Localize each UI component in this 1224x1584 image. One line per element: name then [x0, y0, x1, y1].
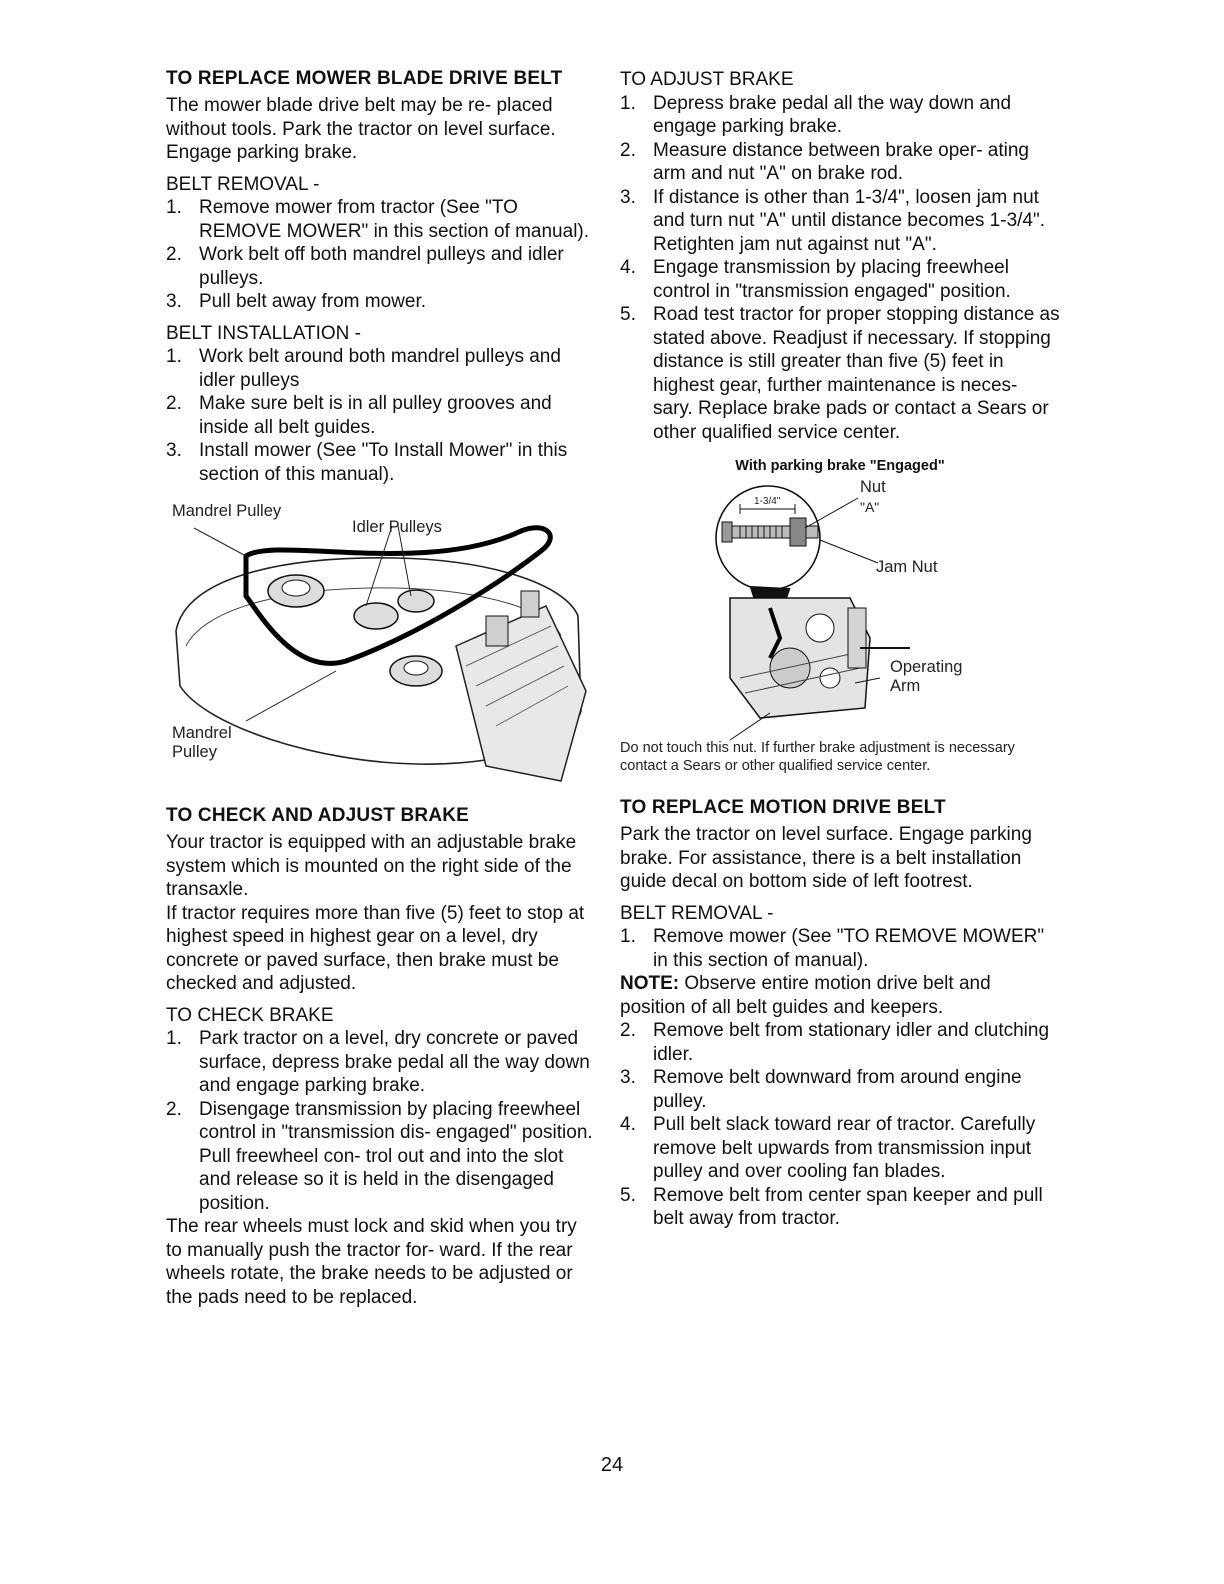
mandrel-pulley-label-top: Mandrel Pulley — [172, 502, 282, 520]
note-text: Observe entire motion drive belt and position of all belt guides and keepers. — [620, 973, 991, 1018]
list-item: 3. If distance is other than 1-3/4", loosen jam nut and turn nut "A" until distance becomes 1-3/4". Retighten jam nut against nut "A". — [620, 186, 1046, 255]
adjust-brake-list — [620, 92, 1060, 445]
motion-belt-removal-heading: BELT REMOVAL - — [620, 902, 774, 924]
motion-belt-note — [620, 972, 1060, 1019]
nut-a-label: "A" — [860, 499, 880, 515]
dimension-label: 1-3/4" — [754, 496, 781, 507]
brake-figure-caption: With parking brake "Engaged" — [735, 458, 945, 474]
belt-removal-list — [166, 196, 596, 314]
list-item: 2. Disengage transmission by placing freewheel control in "transmission dis- engaged" position. Pull freewheel con- trol out and into the slot and release so it is held in the disengaged position. — [166, 1098, 593, 1214]
list-item: 1. Work belt around both mandrel pulleys and idler pulleys — [166, 346, 561, 391]
list-item: 1. Depress brake pedal all the way down and engage parking brake. — [620, 92, 1012, 137]
motion-belt-removal-list-continued — [620, 1019, 1060, 1231]
brake-intro-1: Your tractor is equipped with an adjustable brake system which is mounted on the right side of the transaxle. — [166, 832, 577, 900]
list-item: 4. Pull belt slack toward rear of tractor. Carefully remove belt upwards from transmission input pulley and over cooling fan blades. — [620, 1114, 1036, 1182]
list-item: 3. Pull belt away from mower. — [166, 291, 427, 312]
right-column — [620, 68, 1060, 1231]
arm-label: Arm — [890, 677, 921, 695]
operating-label: Operating — [890, 658, 963, 676]
blade-belt-intro: The mower blade drive belt may be re- placed without tools. Park the tractor on level surface. Engage parking brake. — [166, 95, 556, 163]
adjust-brake-heading: TO ADJUST BRAKE — [620, 69, 794, 90]
mower-deck-figure — [166, 496, 596, 791]
section-title-replace-blade-belt: TO REPLACE MOWER BLADE DRIVE BELT — [166, 68, 563, 89]
list-item: 2. Work belt off both mandrel pulleys and idler pulleys. — [166, 244, 564, 289]
list-item: 1. Remove mower (See "TO REMOVE MOWER" in this section of manual). — [620, 926, 1045, 971]
list-item: 3. Remove belt downward from around engine pulley. — [620, 1067, 1022, 1112]
idler-pulleys-label: Idler Pulleys — [352, 518, 442, 536]
list-item: 1. Remove mower from tractor (See "TO REMOVE MOWER" in this section of manual). — [166, 197, 590, 242]
section-title-check-adjust-brake: TO CHECK AND ADJUST BRAKE — [166, 805, 470, 826]
belt-installation-list — [166, 345, 596, 486]
belt-installation-heading: BELT INSTALLATION - — [166, 322, 361, 344]
list-item: 5. Road test tractor for proper stopping distance as stated above. Readjust if necessary. If stopping distance is still greater than five (5) feet in highest gear, further maintenance is neces- sary. Replace brake pads or contact a Sears or other qualified service center. — [620, 304, 1060, 443]
note-label: NOTE: — [620, 973, 680, 994]
brake-illustration — [620, 478, 1060, 748]
list-item: 2. Remove belt from stationary idler and clutching idler. — [620, 1020, 1050, 1065]
list-item: 3. Install mower (See "To Install Mower" in this section of this manual). — [166, 440, 568, 485]
check-brake-list — [166, 1027, 596, 1215]
check-brake-heading: TO CHECK BRAKE — [166, 1004, 334, 1026]
motion-belt-removal-list — [620, 925, 1060, 972]
nut-label: Nut — [860, 478, 886, 496]
jam-nut-label: Jam Nut — [876, 558, 938, 576]
list-item: 5. Remove belt from center span keeper and pull belt away from tractor. — [620, 1184, 1043, 1229]
brake-intro-2: If tractor requires more than five (5) feet to stop at highest speed in highest gear on a level, dry concrete or paved surface, then brake must be checked and adjusted. — [166, 902, 585, 994]
list-item: 2. Make sure belt is in all pulley grooves and inside all belt guides. — [166, 393, 552, 438]
page-number: 24 — [600, 1454, 624, 1476]
list-item: 2. Measure distance between brake oper- ating arm and nut "A" on brake rod. — [620, 139, 1030, 184]
mandrel-pulley-label-bottom: Mandrel Pulley — [172, 724, 232, 761]
section-title-replace-motion-belt: TO REPLACE MOTION DRIVE BELT — [620, 797, 946, 818]
left-column — [166, 68, 596, 1309]
brake-figure — [620, 478, 1060, 748]
list-item: 1. Park tractor on a level, dry concrete or paved surface, depress brake pedal all the way down and engage parking brake. — [166, 1028, 590, 1096]
motion-belt-intro: Park the tractor on level surface. Engage parking brake. For assistance, there is a belt installation guide decal on bottom side of left footrest. — [620, 824, 1032, 892]
belt-removal-heading: BELT REMOVAL - — [166, 173, 320, 195]
list-item: 4. Engage transmission by placing freewheel control in "transmission engaged" position. — [620, 257, 1011, 302]
brake-figure-note: Do not touch this nut. If further brake adjustment is necessary contact a Sears or other qualified service center. — [620, 740, 1015, 774]
check-brake-closing: The rear wheels must lock and skid when you try to manually push the tractor for- ward. If the rear wheels rotate, the brake needs to be adjusted or the pads need to be replaced. — [166, 1216, 577, 1308]
